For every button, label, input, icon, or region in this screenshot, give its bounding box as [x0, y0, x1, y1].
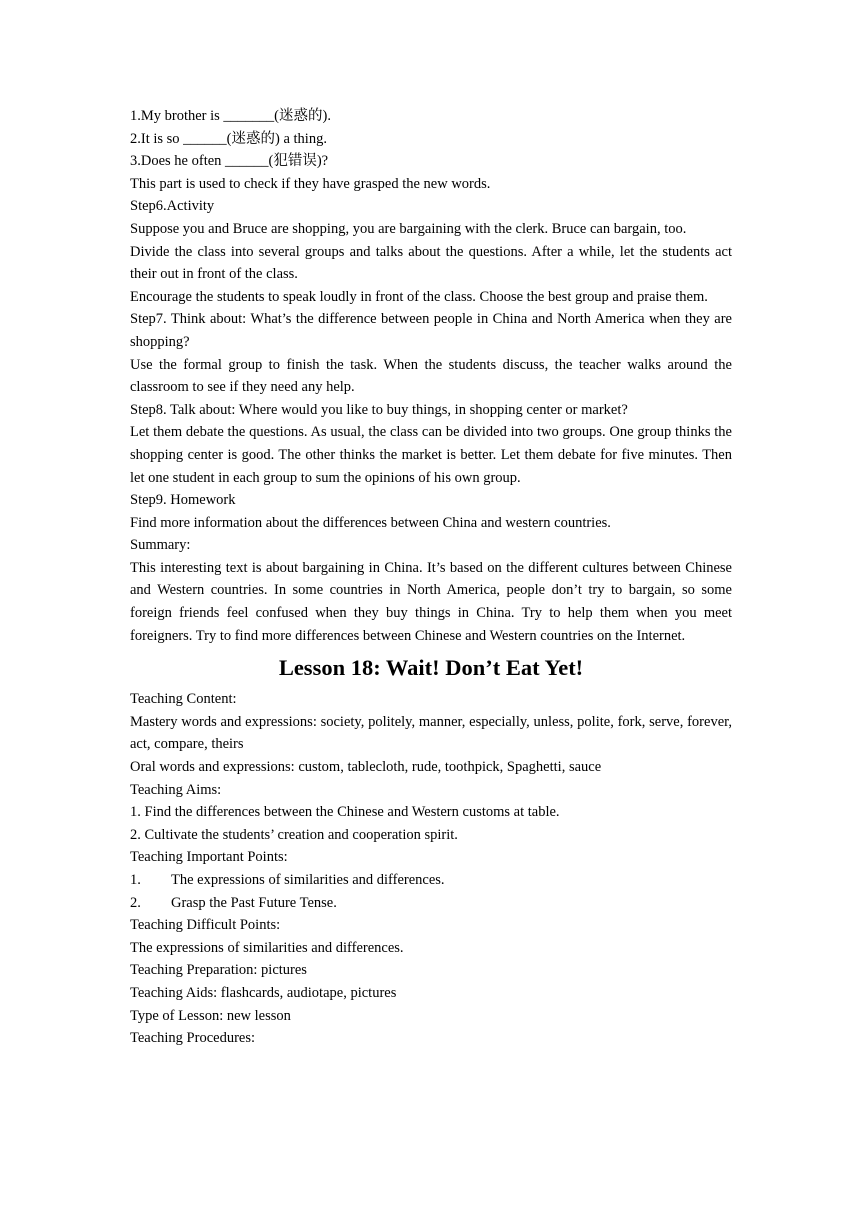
lesson-type: Type of Lesson: new lesson	[130, 1007, 291, 1024]
oral-words: Oral words and expressions: custom, tablecloth, rude, toothpick, Spaghetti, sauce	[130, 759, 602, 776]
list-text: Grasp the Past Future Tense.	[171, 894, 337, 911]
teaching-aims-label: Teaching Aims:	[130, 781, 222, 798]
teaching-aids: Teaching Aids: flashcards, audiotape, pictures	[130, 984, 397, 1001]
summary-paragraph: This interesting text is about bargaining in China. It’s based on the different cultures between Chinese and Western countries. In some countries in North America, people don’t try to bargain, so some foreign friends feel confused when they buy things in China. Try to help them when you meet foreigners. Try to find more differences between Chinese and Western countries on the Internet.	[130, 559, 732, 644]
teaching-procedures-label: Teaching Procedures:	[130, 1030, 256, 1047]
paragraph: Let them debate the questions. As usual, the class can be divided into two groups. One group thinks the shopping center is good. The other thinks the market is better. Let them debate for five minutes. Then let one student in each group to sum the opinions of his own group.	[130, 424, 732, 486]
step-heading: Step9. Homework	[130, 492, 236, 509]
paragraph: This part is used to check if they have grasped the new words.	[130, 175, 491, 192]
paragraph: Suppose you and Bruce are shopping, you are bargaining with the clerk. Bruce can bargain, too.	[130, 220, 687, 237]
important-points-label: Teaching Important Points:	[130, 849, 288, 866]
list-number: 2.	[130, 894, 141, 911]
exercise-line-2: 2.It is so ______(迷惑的) a thing.	[130, 130, 327, 147]
exercise-line-1: 1.My brother is _______(迷惑的).	[130, 108, 331, 124]
summary-label: Summary:	[130, 537, 191, 554]
step-heading: Step7. Think about: What’s the difference between people in China and North America when they are shopping?	[130, 311, 732, 350]
paragraph: Divide the class into several groups and talks about the questions. After a while, let the students act their out in front of the class.	[130, 243, 732, 283]
teaching-content-label: Teaching Content:	[130, 691, 237, 708]
step-heading: Step8. Talk about: Where would you like to buy things, in shopping center or market?	[130, 401, 628, 418]
paragraph: Use the formal group to finish the task. When the students discuss, the teacher walks around the classroom to see if they need any help.	[130, 356, 732, 396]
difficult-points: The expressions of similarities and differences.	[130, 939, 404, 956]
lesson-title: Lesson 18: Wait! Don’t Eat Yet!	[278, 655, 584, 681]
paragraph: Find more information about the differences between China and western countries.	[130, 514, 611, 531]
mastery-words: Mastery words and expressions: society, politely, manner, especially, unless, polite, fork, serve, forever, act, compare, theirs	[130, 713, 732, 753]
list-number: 1.	[130, 872, 141, 888]
paragraph: Encourage the students to speak loudly in front of the class. Choose the best group and praise them.	[130, 288, 708, 305]
teaching-preparation: Teaching Preparation: pictures	[130, 962, 307, 979]
exercise-line-3: 3.Does he often ______(犯错误)?	[130, 153, 329, 170]
list-text: The expressions of similarities and differences.	[171, 872, 445, 888]
document-page	[130, 105, 732, 1050]
list-item	[130, 892, 732, 915]
difficult-points-label: Teaching Difficult Points:	[130, 917, 281, 934]
step-heading: Step6.Activity	[130, 198, 215, 215]
aim-2: 2. Cultivate the students’ creation and cooperation spirit.	[130, 826, 458, 843]
list-item	[130, 869, 732, 892]
aim-1: 1. Find the differences between the Chinese and Western customs at table.	[130, 804, 560, 821]
